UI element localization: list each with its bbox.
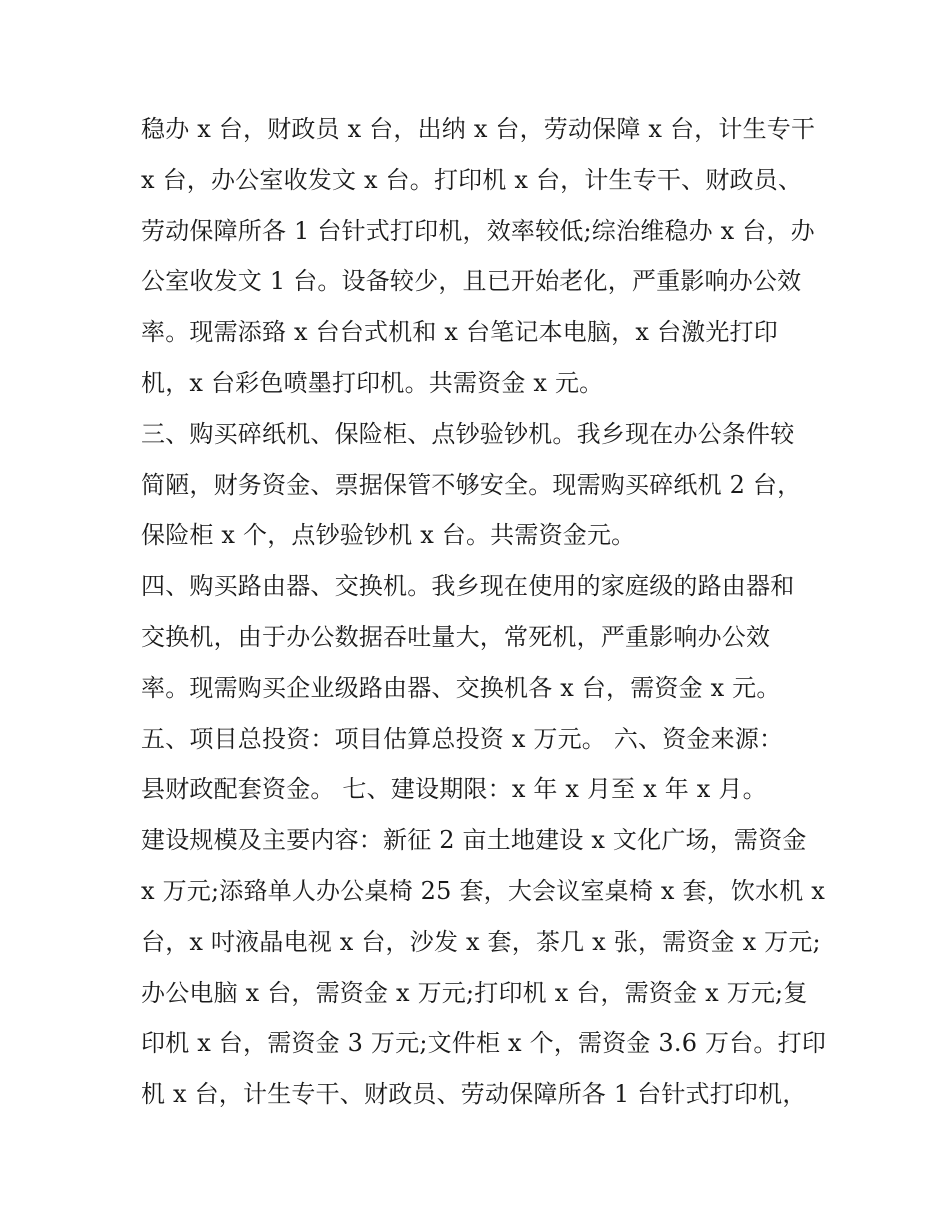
text-line: 印机 x 台，需资金 3 万元;文件柜 x 个，需资金 3.6 万台。打印 xyxy=(141,1029,827,1058)
text-line: 率。现需添臵 x 台台式机和 x 台笔记本电脑，x 台激光打印 xyxy=(141,318,778,347)
text-line: 机 x 台，计生专干、财政员、劳动保障所各 1 台针式打印机， xyxy=(141,1080,807,1109)
text-line: 率。现需购买企业级路由器、交换机各 x 台，需资金 x 元。 xyxy=(141,673,781,702)
text-line: 四、购买路由器、交换机。我乡现在使用的家庭级的路由器和 xyxy=(141,572,795,601)
text-line: x 台，办公室收发文 x 台。打印机 x 台，计生专干、财政员、 xyxy=(141,165,803,194)
text-line: 县财政配套资金。 七、建设期限：x 年 x 月至 x 年 x 月。 xyxy=(141,775,767,804)
body-text xyxy=(141,104,827,1120)
text-line: 保险柜 x 个，点钞验钞机 x 台。共需资金元。 xyxy=(141,521,636,550)
text-line: 交换机，由于办公数据吞吐量大，常死机，严重影响办公效 xyxy=(141,622,771,651)
text-line: 三、购买碎纸机、保险柜、点钞验钞机。我乡现在办公条件较 xyxy=(141,419,795,448)
text-line: 五、项目总投资：项目估算总投资 x 万元。 六、资金来源： xyxy=(141,724,784,753)
text-line: 机，x 台彩色喷墨打印机。共需资金 x 元。 xyxy=(141,368,604,397)
text-line: 稳办 x 台，财政员 x 台，出纳 x 台，劳动保障 x 台，计生专干 xyxy=(141,115,816,143)
text-line: 办公电脑 x 台，需资金 x 万元;打印机 x 台，需资金 x 万元;复 xyxy=(141,978,808,1007)
text-line: 公室收发文 1 台。设备较少，且已开始老化，严重影响办公效 xyxy=(141,267,802,296)
text-line: 台，x 吋液晶电视 x 台，沙发 x 套，茶几 x 张，需资金 x 万元; xyxy=(141,927,821,956)
text-line: 简陋，财务资金、票据保管不够安全。现需购买碎纸机 2 台， xyxy=(141,470,802,499)
text-line: 劳动保障所各 1 台针式打印机，效率较低;综治维稳办 x 台，办 xyxy=(141,216,815,245)
text-line: x 万元;添臵单人办公桌椅 25 套，大会议室桌椅 x 套，饮水机 x xyxy=(141,876,826,905)
text-line: 建设规模及主要内容：新征 2 亩土地建设 x 文化广场，需资金 xyxy=(141,826,807,855)
